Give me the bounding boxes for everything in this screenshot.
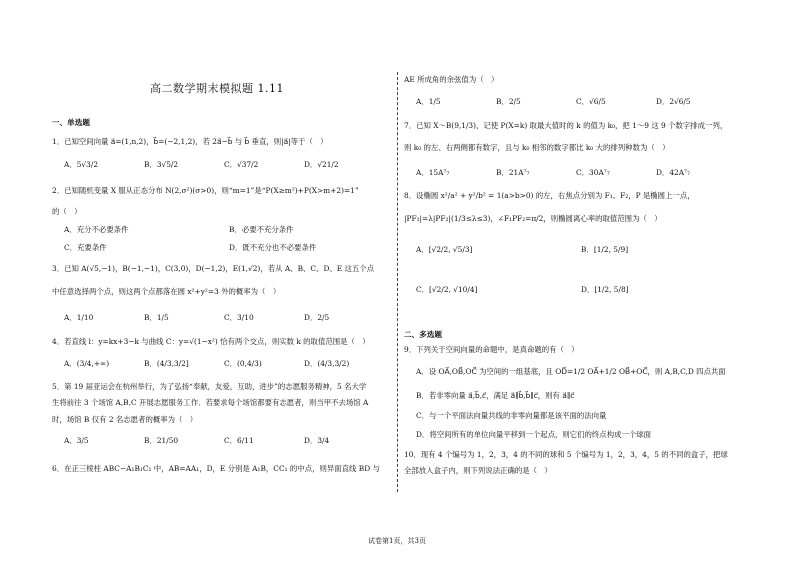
question-5-stem-line3: 时，场馆 B 仅有 2 名志愿者的概率为（ ）: [52, 415, 198, 424]
question-8-options-row2: [416, 285, 746, 294]
question-2-stem-line2: 的（ ）: [52, 207, 82, 216]
question-1-option-a: A．5√3/2: [64, 160, 99, 169]
question-4-option-a: A．(3/4,+∞): [64, 359, 110, 368]
question-8-option-c: C．[√2/2, √10/4]: [416, 285, 478, 294]
column-divider: [397, 72, 398, 492]
question-4-option-d: D．(4/3,3/2): [304, 359, 350, 368]
question-4-stem: 4．若直线 l：y=kx+3−k 与曲线 C：y=√(1−x²) 恰有两个交点，则实数 k 的取值范围是（ ）: [52, 337, 370, 346]
section-single-choice: 一、单选题: [52, 118, 90, 127]
question-8-option-b: B．[1/2, 5/9]: [581, 245, 629, 254]
question-4-options: [64, 359, 384, 368]
question-9-option-b: B．若非零向量 a⃗,b⃗,c⃗，满足 a⃗∥b⃗,b⃗∥c⃗，则有 a⃗∥c⃗: [416, 391, 575, 400]
question-3-stem-line1: 3．已知 A(√5,−1)，B(−1,−1)，C(3,0)，D(−1,2)，E(1,√2)，若从 A、B、C、D、E 这五个点: [52, 264, 375, 273]
question-1-option-c: C．√37/2: [224, 160, 259, 169]
question-3-option-a: A．1/10: [64, 313, 94, 322]
question-1-option-b: B．3√5/2: [144, 160, 179, 169]
question-7-option-b: B．21A⁷₇: [496, 168, 530, 177]
question-3-options: [64, 313, 384, 322]
page-footer: 试卷第1页，共3页: [368, 537, 426, 545]
question-2-option-b: B．必要不充分条件: [229, 225, 294, 234]
question-1-options: [64, 160, 384, 169]
question-6-option-a: A．1/5: [416, 97, 441, 106]
question-2-options-row1: [64, 225, 394, 234]
question-7-options: [416, 168, 736, 177]
question-1-stem: 1．已知空间向量 a⃗=(1,n,2)，b⃗=(−2,1,2)，若 2a⃗−b⃗ 与 b⃗ 垂直，则|a⃗|等于（ ）: [52, 137, 328, 146]
question-4-option-b: B．(4/3,3/2]: [144, 359, 189, 368]
question-1-option-d: D．√21/2: [304, 160, 339, 169]
question-6-option-b: B．2/5: [496, 97, 521, 106]
question-2-stem-line1: 2．已知随机变量 X 服从正态分布 N(2,σ²)(σ>0)，则“m=1”是“P(X≥m²)+P(X>m+2)=1”: [52, 186, 359, 195]
question-8-stem-line2: |PF₁|=λ|PF₂|(1/3≤λ≤3)，∠F₁PF₂=π/2，则椭圆离心率的取值范围为（ ）: [404, 214, 662, 223]
question-7-stem-line1: 7．已知 X～B(9,1/3)，记使 P(X=k) 取最大值时的 k 的值为 k₀，把 1～9 这 9 个数字排成一列，: [404, 121, 728, 130]
question-3-option-b: B．1/5: [144, 313, 169, 322]
question-7-option-c: C．30A⁷₇: [576, 168, 610, 177]
question-9-option-c: C．与一个平面法向量共线的非零向量都是该平面的法向量: [416, 411, 607, 420]
question-5-stem-line1: 5．第 19 届亚运会在杭州举行，为了弘扬“奉献，友爱，互助，进步”的志愿服务精神，5 名大学: [52, 382, 367, 391]
question-5-option-c: C．6/11: [224, 436, 254, 445]
question-6-stem-continued: AE 所成角的余弦值为（ ）: [404, 75, 499, 84]
question-8-option-a: A．[√2/2, √5/3]: [416, 245, 473, 254]
question-5-options: [64, 436, 384, 445]
question-2-option-d: D．既不充分也不必要条件: [229, 243, 317, 252]
question-5-option-d: D．3/4: [304, 436, 330, 445]
question-5-stem-line2: 生将前往 3 个场馆 A,B,C 开展志愿服务工作．若要求每个场馆都要有志愿者，则当甲不去场馆 A: [52, 398, 369, 407]
question-6-stem: 6．在正三棱柱 ABC−A₁B₁C₁ 中，AB=AA₁，D，E 分别是 A₁B，CC₁ 的中点，则异面直线 BD 与: [52, 464, 380, 473]
question-8-option-d: D．[1/2, 5/8]: [581, 285, 629, 294]
question-5-option-a: A．3/5: [64, 436, 89, 445]
question-3-stem-line2: 中任意选择两个点，则这两个点都落在圆 x²+y²=3 外的概率为（ ）: [52, 287, 281, 296]
question-2-option-a: A．充分不必要条件: [64, 225, 129, 234]
question-3-option-d: D．2/5: [304, 313, 330, 322]
question-9-option-d: D．将空间所有的单位向量平移到一个起点，则它们的终点构成一个球面: [416, 430, 652, 439]
page-title: 高二数学期末模拟题 1.11: [150, 82, 284, 95]
question-6-option-d: D．2√6/5: [656, 97, 691, 106]
question-7-stem-line2: 则 k₀ 的左、右两侧都有数字，且与 k₀ 相邻的数字都比 k₀ 大的排列种数为（ ）: [404, 143, 670, 152]
question-7-option-d: D．42A⁷₇: [656, 168, 690, 177]
question-10-stem-line2: 全部放入盒子内，则下列说法正确的是（ ）: [404, 466, 552, 475]
question-3-option-c: C．3/10: [224, 313, 254, 322]
question-9-stem: 9．下列关于空间向量的命题中，是真命题的有（ ）: [404, 345, 579, 354]
question-8-stem-line1: 8．设椭圆 x²/a² + y²/b² = 1(a>b>0) 的左，右焦点分别为 F₁、F₂，P 是椭圆上一点，: [404, 191, 695, 200]
question-4-option-c: C．(0,4/3): [224, 359, 262, 368]
section-multiple-choice: 二、多选题: [404, 330, 442, 339]
question-9-option-a: A．设 OA⃗,OB⃗,OC⃗ 为空间的一组基底，且 OD⃗=1/2 OA⃗+1/2 OB⃗+OC⃗，则 A,B,C,D 四点共面: [416, 367, 726, 376]
question-6-option-c: C．√6/5: [576, 97, 606, 106]
question-5-option-b: B．21/50: [144, 436, 179, 445]
question-7-option-a: A．15A⁷₇: [416, 168, 450, 177]
question-10-stem-line1: 10．现有 4 个编号为 1，2，3，4 的不同的球和 5 个编号为 1，2，3，4，5 的不同的盒子，把球: [404, 450, 728, 459]
question-2-option-c: C．充要条件: [64, 243, 107, 252]
question-2-options-row2: [64, 243, 394, 252]
question-8-options-row1: [416, 245, 746, 254]
question-6-options: [416, 97, 736, 106]
